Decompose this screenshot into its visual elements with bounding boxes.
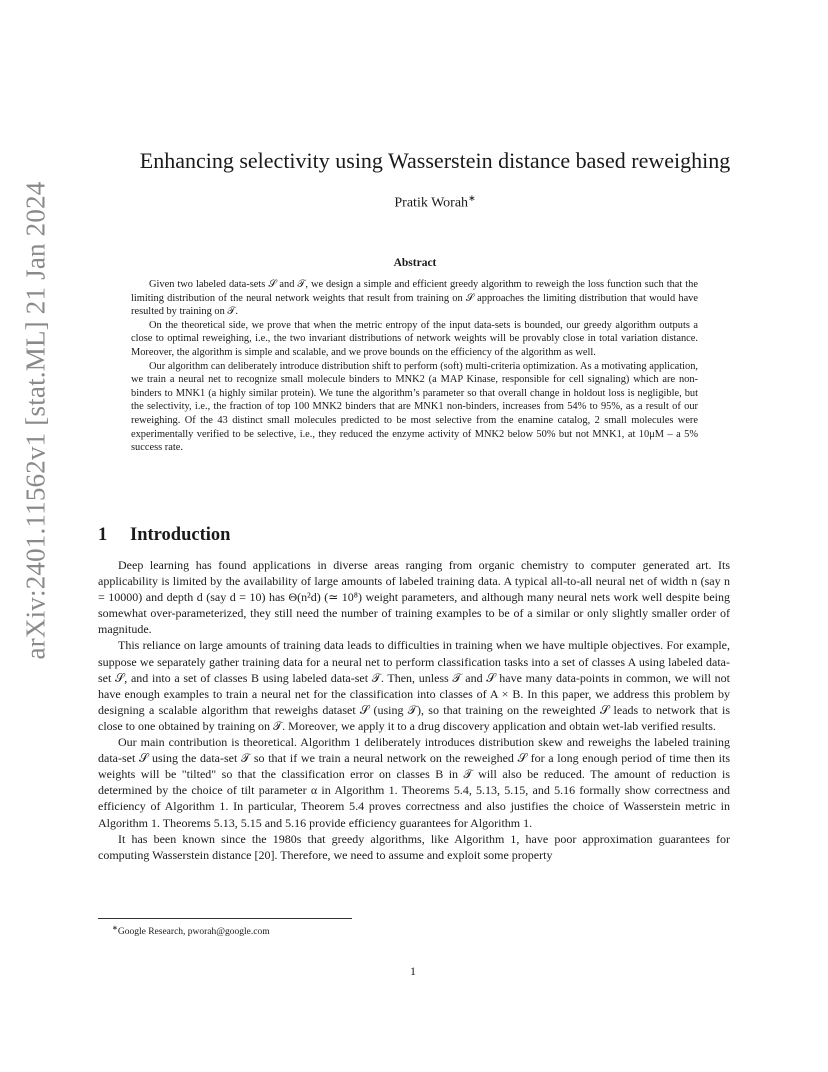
abstract-paragraph: Our algorithm can deliberately introduce distribution shift to perform (soft) multi-criteria optimization. As a motivating application, we train a neural net to recognize small molecule binders to MNK2 (a MAP Kinase, responsible for cell signaling) which are non-binders to MNK1 (a highly similar protein). We tune the algorithm’s parameter so that overall change in holdout loss is negligible, but the selectivity, i.e., the fraction of top 100 MNK2 binders that are MNK1 non-binders, increases from 54% to 95%, as a result of our reweighing. Of the 43 distinct small molecules predicted to be most selective from the enamine catalog, 2 small molecules were experimentally verified to be selective, i.e., they reduced the enzyme activity of MNK2 below 50% but not MNK1, at 10μM – a 5% success rate. [131, 360, 698, 454]
page-number: 1 [410, 964, 416, 978]
body-paragraph: It has been known since the 1980s that greedy algorithms, like Algorithm 1, have poor approximation guarantees for computing Wasserstein distance [20]. Therefore, we need to assume and exploit some property [98, 831, 730, 862]
body-paragraph: Deep learning has found applications in diverse areas ranging from organic chemistry to computer generated art. Its applicability is limited by the availability of large amounts of labeled training data. A typical all-to-all neural net of width n (say n = 10000) and depth d (say d = 10) has Θ(n²d) (≃ 10⁸) weight parameters, and although many neural nets work well despite being somewhat over-parameterized, they still need the number of training examples to be of a similar or only slightly smaller order of magnitude. [98, 558, 730, 637]
abstract-heading: Abstract [393, 257, 437, 269]
footnote-rule [98, 918, 352, 919]
author-line [90, 193, 780, 212]
abstract-body [131, 278, 698, 455]
section-number: 1 [98, 525, 108, 545]
abstract-paragraph: On the theoretical side, we prove that when the metric entropy of the input data-sets is bounded, our greedy algorithm outputs a close to optimal reweighing, i.e., the two invariant distributions of network weights will be provably close in total variation distance. Moreover, the algorithm is simple and scalable, and we prove bounds on the efficiency of the algorithm as well. [131, 319, 698, 358]
section-heading-introduction [98, 525, 230, 546]
body-paragraph: This reliance on large amounts of training data leads to difficulties in training when we have multiple objectives. For example, suppose we separately gather training data for a neural net to perform classification tasks into a set of classes A using labeled data-set 𝒮, and into a set of classes B using labeled data-set 𝒯. Then, unless 𝒯 and 𝒮 have many data-points in common, we will not have enough examples to train a neural net for the classification into classes of A × B. In this paper, we address this problem by designing a scalable algorithm that reweighs dataset 𝒮 (using 𝒯), so that training on the reweighted 𝒮 leads to network that is close to one obtained by training on 𝒯. Moreover, we apply it to a drug discovery application and obtain wet-lab verified results. [98, 638, 730, 733]
author-name: Pratik Worah [394, 195, 469, 211]
footnote [112, 924, 612, 937]
footnote-mark: ∗ [112, 924, 118, 932]
section-title: Introduction [130, 525, 231, 545]
introduction-body [98, 557, 730, 863]
arxiv-identifier-text: arXiv:2401.11562v1 [stat.ML] 21 Jan 2024 [20, 181, 51, 659]
footnote-text: Google Research, pworah@google.com [117, 927, 270, 938]
abstract-paragraph: Given two labeled data-sets 𝒮 and 𝒯, we design a simple and efficient greedy algorithm to reweigh the loss function such that the limiting distribution of the neural network weights that result from training on 𝒮 approaches the limiting distribution that would have resulted by training on 𝒯. [131, 279, 698, 318]
body-paragraph: Our main contribution is theoretical. Algorithm 1 deliberately introduces distribution skew and reweighs the labeled training data-set 𝒮 using the data-set 𝒯 so that if we train a neural network on the reweighed 𝒮 for a long enough period of time then its weights will be "tilted" so that the classification error on classes B in 𝒯 will also be reduced. The amount of reduction is determined by the choice of tilt parameter α in Algorithm 1. Theorems 5.4, 5.13, 5.15, and 5.16 formally show correctness and efficiency of Algorithm 1. In particular, Theorem 5.4 proves correctness and also justifies the choice of Wasserstein metric in Algorithm 1. Theorems 5.13, 5.15 and 5.16 provide efficiency guarantees for Algorithm 1. [98, 735, 730, 830]
arxiv-identifier-stamp [14, 170, 58, 670]
paper-title: Enhancing selectivity using Wasserstein distance based reweighing [139, 148, 731, 173]
author-footnote-mark: ∗ [468, 193, 476, 203]
